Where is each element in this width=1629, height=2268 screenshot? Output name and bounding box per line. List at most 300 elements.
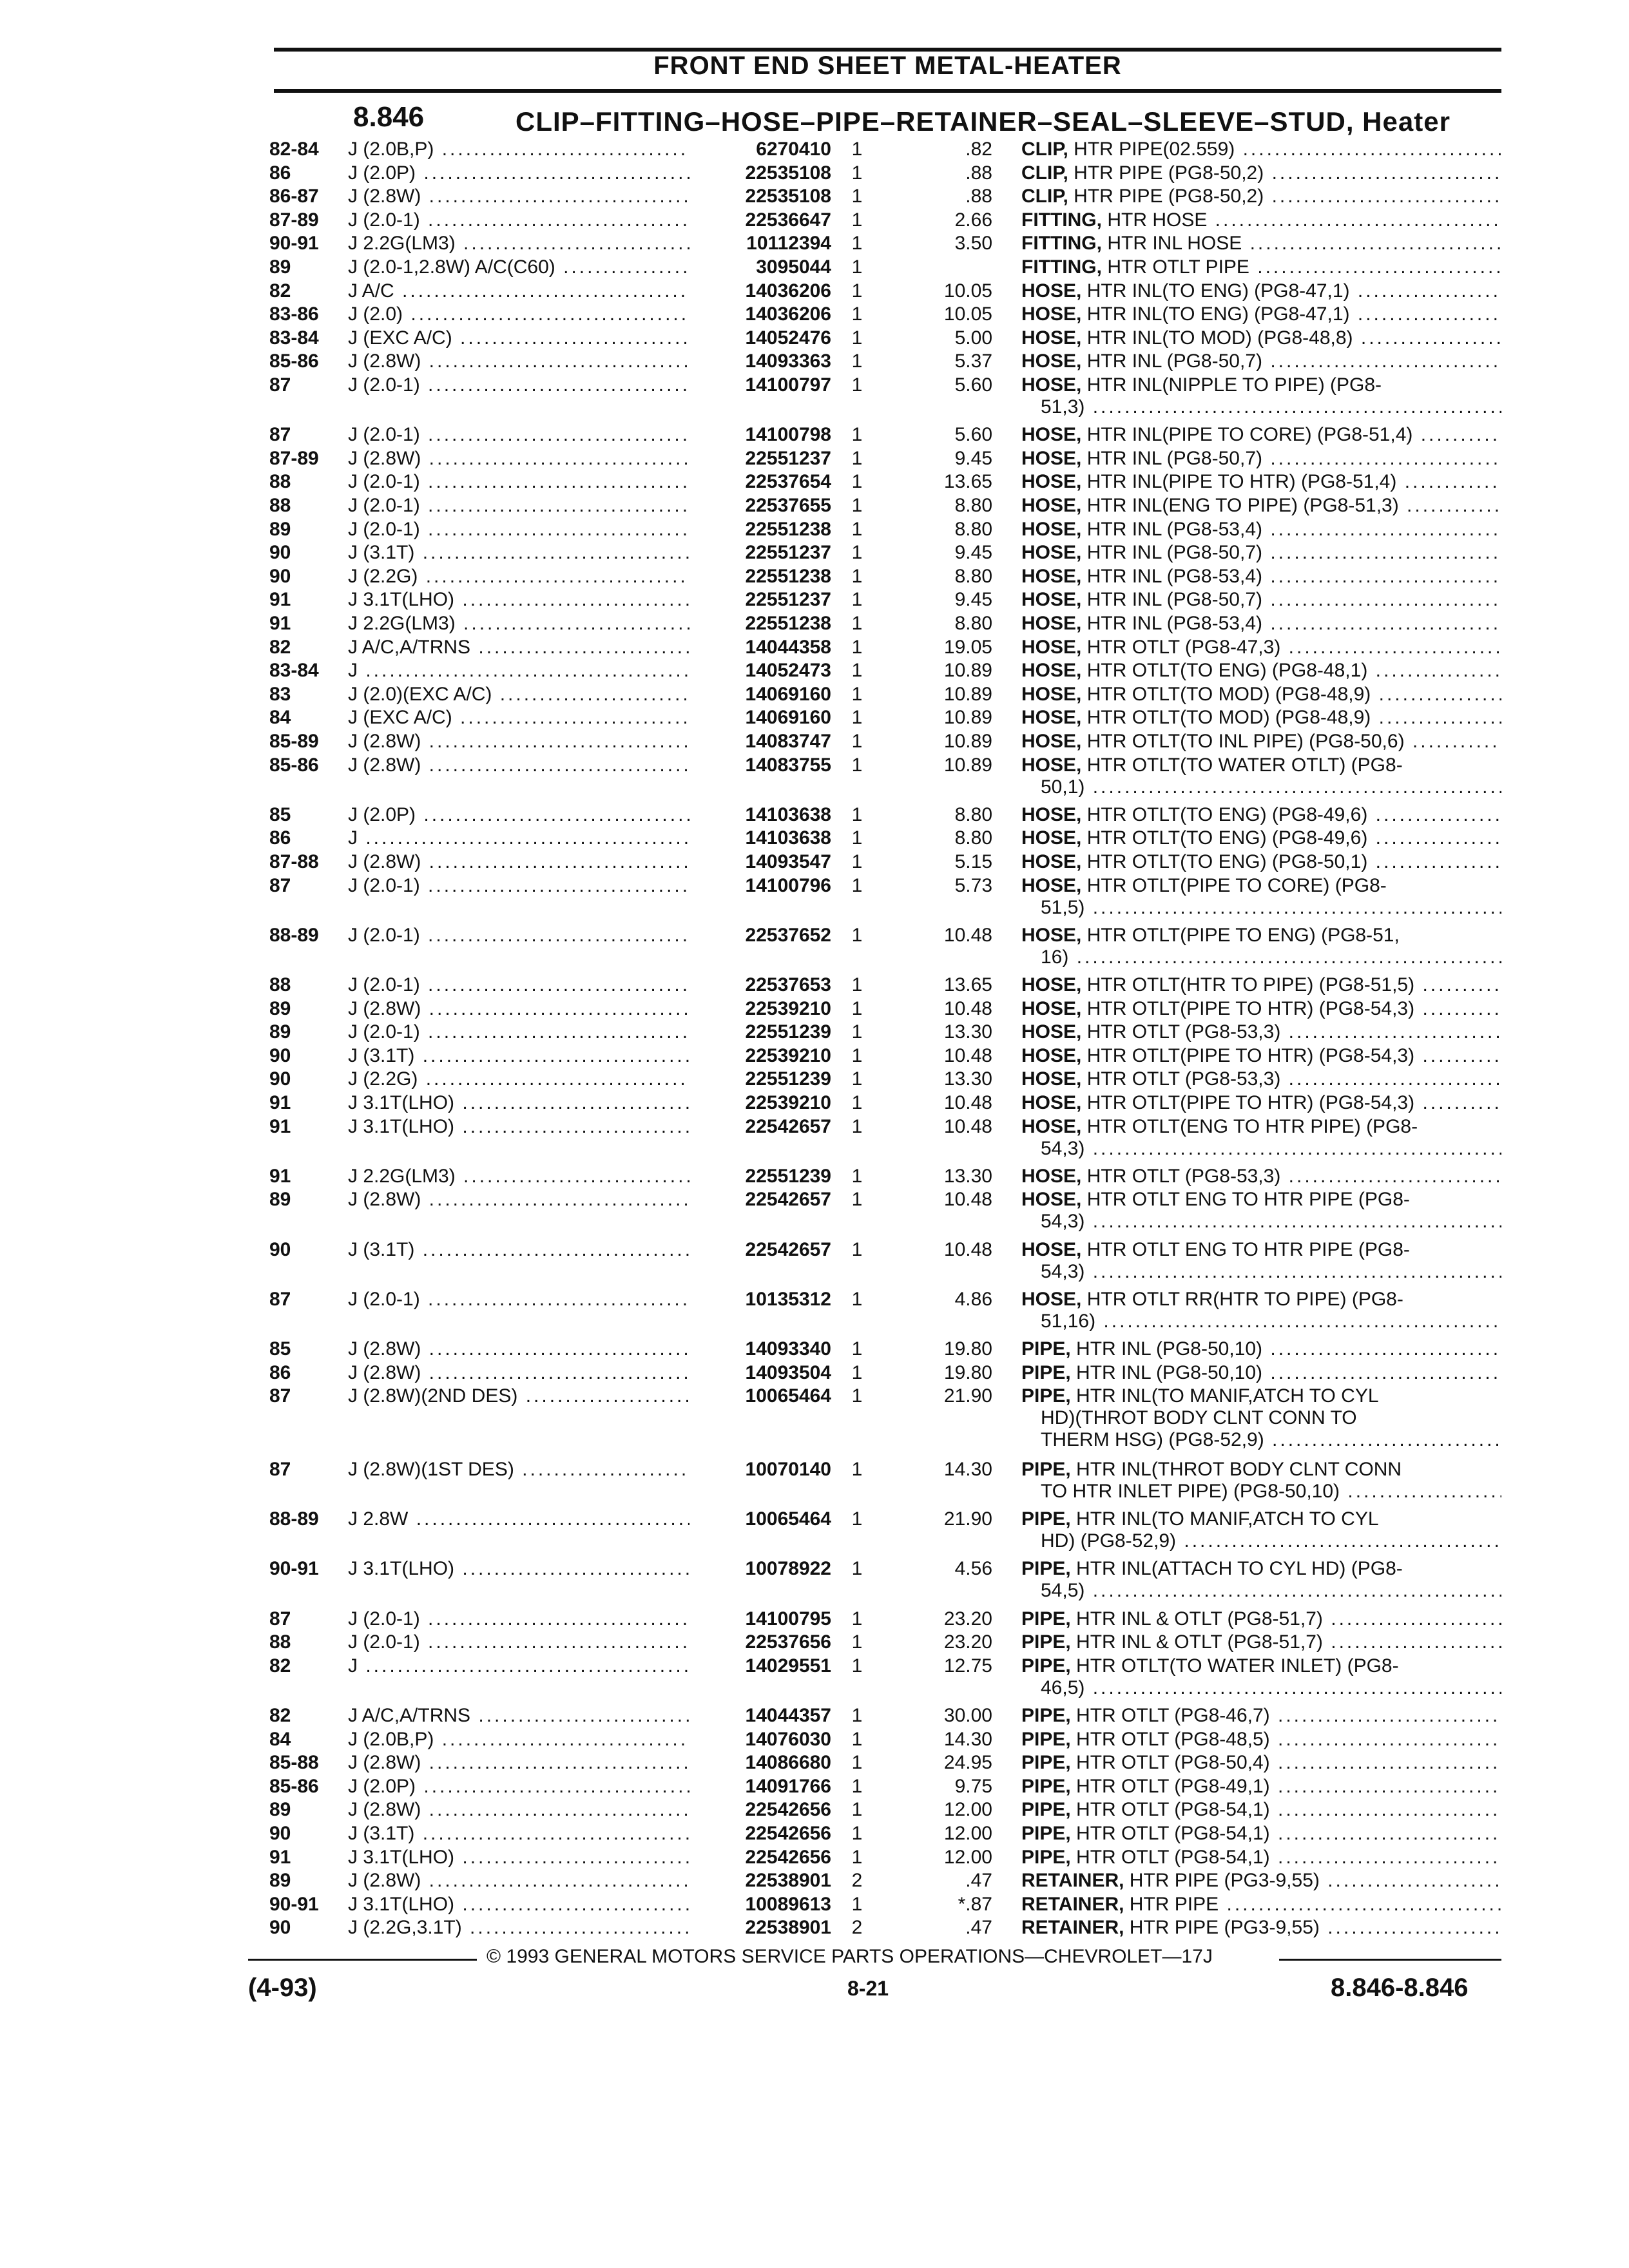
- application-desc: J (2.0) .....: [348, 303, 689, 325]
- quantity: 1: [851, 1631, 863, 1653]
- price: 23.20: [943, 1608, 992, 1629]
- price: 21.90: [943, 1508, 992, 1530]
- model-years: 88: [269, 974, 291, 995]
- model-years: 84: [269, 707, 291, 729]
- part-name: [1021, 1847, 1501, 1869]
- price: .88: [965, 162, 992, 184]
- part-name: [1021, 1045, 1501, 1067]
- price: 9.45: [954, 447, 992, 469]
- part-name-keyword: HOSE,: [1021, 565, 1082, 587]
- part-name: [1021, 327, 1501, 349]
- part-name-detail: HTR OTLT ENG TO HTR PIPE (PG8-: [1086, 1189, 1410, 1211]
- part-name-keyword: HOSE,: [1021, 997, 1082, 1019]
- footer-copyright: © 1993 GENERAL MOTORS SERVICE PARTS OPERATIONS—CHEVROLET—17J: [487, 1946, 1213, 1967]
- price: 5.00: [954, 327, 992, 349]
- application-desc: J (2.0-1) .....: [348, 495, 689, 517]
- quantity: 1: [851, 851, 863, 872]
- part-name-keyword: HOSE,: [1021, 636, 1082, 658]
- price: 19.80: [943, 1361, 992, 1383]
- price: 10.89: [943, 707, 992, 729]
- part-name: [1021, 162, 1501, 184]
- part-name: [1021, 209, 1501, 231]
- quantity: 1: [851, 1068, 863, 1090]
- price: 10.48: [943, 1115, 992, 1137]
- part-name: [1021, 1385, 1501, 1451]
- model-years: 91: [269, 1092, 291, 1113]
- application-desc: J (2.8W) .....: [348, 998, 689, 1020]
- part-name: [1021, 1362, 1501, 1384]
- part-name: [1021, 1917, 1501, 1939]
- part-name-continued: 54,3) .....: [1021, 1261, 1501, 1283]
- quantity: 1: [851, 1165, 863, 1187]
- application-desc: J (2.0-1) .....: [348, 209, 689, 231]
- part-number: 22551238: [745, 518, 831, 540]
- part-name-keyword: HOSE,: [1021, 707, 1082, 729]
- section-title: CLIP–FITTING–HOSE–PIPE–RETAINER–SEAL–SLEEVE–STUD, Heater: [516, 106, 1451, 137]
- part-name-detail: HTR INL(ENG TO PIPE) (PG8-51,3) .....: [1087, 495, 1501, 516]
- price: 13.65: [943, 471, 992, 493]
- price: 8.80: [954, 827, 992, 849]
- part-name-keyword: HOSE,: [1021, 731, 1082, 752]
- price: 9.45: [954, 542, 992, 564]
- model-years: 88: [269, 471, 291, 493]
- model-years: 87: [269, 374, 291, 396]
- quantity: 1: [851, 565, 863, 587]
- part-name-continued: 54,3) .....: [1021, 1211, 1501, 1233]
- model-years: 86: [269, 162, 291, 184]
- quantity: 1: [851, 424, 863, 446]
- quantity: 2: [851, 1870, 863, 1892]
- part-number: 22551238: [745, 565, 831, 587]
- part-name: [1021, 925, 1501, 968]
- quantity: 1: [851, 636, 863, 658]
- part-name-detail: HTR INL & OTLT (PG8-51,7) .....: [1076, 1608, 1501, 1629]
- model-years: 83-86: [269, 303, 319, 325]
- part-name-keyword: PIPE,: [1021, 1385, 1071, 1407]
- part-number: 14093340: [745, 1338, 831, 1360]
- part-name-keyword: HOSE,: [1021, 1165, 1082, 1187]
- part-name-detail: HTR INL(TO MANIF,ATCH TO CYL: [1076, 1508, 1379, 1530]
- part-name: [1021, 280, 1501, 302]
- price: 5.60: [954, 374, 992, 396]
- application-desc: J (2.8W) .....: [348, 351, 689, 372]
- application-desc: J 3.1T(LHO) .....: [348, 1847, 689, 1869]
- part-name-keyword: HOSE,: [1021, 495, 1082, 516]
- model-years: 90-91: [269, 233, 319, 255]
- part-name-keyword: HOSE,: [1021, 1021, 1082, 1043]
- quantity: 1: [851, 327, 863, 349]
- part-name-keyword: HOSE,: [1021, 471, 1082, 493]
- price: 12.00: [943, 1846, 992, 1868]
- model-years: 89: [269, 1870, 291, 1892]
- part-name-detail: HTR OTLT (PG8-53,3) .....: [1087, 1068, 1501, 1090]
- part-name: [1021, 1338, 1501, 1360]
- model-years: 91: [269, 1846, 291, 1868]
- application-desc: J (2.0B,P) .....: [348, 1729, 689, 1751]
- part-name: [1021, 351, 1501, 372]
- model-years: 86: [269, 1361, 291, 1383]
- part-number: 14029551: [745, 1655, 831, 1677]
- part-name-detail: HTR OTLT(TO ENG) (PG8-49,6) .....: [1087, 827, 1501, 849]
- part-number: 10135312: [745, 1288, 831, 1310]
- quantity: 1: [851, 1705, 863, 1726]
- part-name: [1021, 875, 1501, 919]
- quantity: 1: [851, 874, 863, 896]
- part-number: 3095044: [756, 256, 831, 278]
- part-name: [1021, 1558, 1501, 1602]
- quantity: 1: [851, 997, 863, 1019]
- quantity: 1: [851, 1823, 863, 1844]
- part-name: [1021, 303, 1501, 325]
- part-name: [1021, 1608, 1501, 1630]
- part-number: 14100796: [745, 874, 831, 896]
- part-name-keyword: PIPE,: [1021, 1846, 1071, 1868]
- price: 10.48: [943, 924, 992, 946]
- part-number: 22551239: [745, 1068, 831, 1090]
- part-name-continued: 50,1) .....: [1021, 776, 1501, 798]
- part-name-keyword: HOSE,: [1021, 613, 1082, 634]
- quantity: 1: [851, 139, 863, 160]
- part-name-detail: HTR INL(TO ENG) (PG8-47,1) .....: [1087, 280, 1501, 302]
- part-name-keyword: HOSE,: [1021, 303, 1082, 325]
- part-name: [1021, 684, 1501, 706]
- model-years: 83-84: [269, 660, 319, 682]
- part-name-detail: HTR OTLT (PG8-53,3) .....: [1087, 1166, 1501, 1187]
- application-desc: J (2.8W) .....: [348, 448, 689, 470]
- part-number: 22539210: [745, 1044, 831, 1066]
- part-name-detail: HTR INL (PG8-50,7) .....: [1087, 542, 1501, 563]
- model-years: 87: [269, 1385, 291, 1407]
- part-name: [1021, 731, 1501, 753]
- model-years: 91: [269, 589, 291, 611]
- quantity: 1: [851, 1092, 863, 1113]
- quantity: 1: [851, 707, 863, 729]
- price: 30.00: [943, 1705, 992, 1726]
- part-name: [1021, 186, 1501, 207]
- part-name: [1021, 448, 1501, 470]
- part-name-detail: HTR OTLT (PG8-46,7) .....: [1076, 1705, 1501, 1726]
- part-name-detail: HTR INL(TO MOD) (PG8-48,8) .....: [1087, 327, 1501, 349]
- price: 14.30: [943, 1728, 992, 1750]
- part-name-keyword: PIPE,: [1021, 1361, 1071, 1383]
- part-name: [1021, 1459, 1501, 1503]
- part-name: [1021, 374, 1501, 418]
- application-desc: J (2.0-1) .....: [348, 875, 689, 897]
- price: *.87: [958, 1893, 992, 1915]
- footer-section-ref: 8.846-8.846: [1331, 1974, 1469, 2002]
- model-years: 83: [269, 683, 291, 705]
- part-number: 22551238: [745, 613, 831, 634]
- part-name: [1021, 1655, 1501, 1699]
- part-name-detail: HTR PIPE (PG8-50,2) .....: [1074, 186, 1501, 207]
- price: 10.89: [943, 731, 992, 752]
- application-desc: J (2.0B,P) .....: [348, 139, 689, 160]
- price: 2.66: [954, 209, 992, 231]
- quantity: 1: [851, 280, 863, 302]
- model-years: 88: [269, 495, 291, 516]
- price: 10.48: [943, 1238, 992, 1260]
- part-name: [1021, 1870, 1501, 1892]
- part-number: 22537654: [745, 471, 831, 493]
- part-name-keyword: HOSE,: [1021, 1238, 1082, 1260]
- part-name: [1021, 1729, 1501, 1751]
- price: 19.80: [943, 1338, 992, 1360]
- part-name-detail: HTR INL(TO MANIF,ATCH TO CYL: [1076, 1385, 1379, 1407]
- part-name: [1021, 1799, 1501, 1821]
- part-number: 14093547: [745, 851, 831, 872]
- part-name: [1021, 1092, 1501, 1114]
- part-name-detail: HTR INL(NIPPLE TO PIPE) (PG8-: [1086, 374, 1382, 396]
- part-number: 14036206: [745, 303, 831, 325]
- application-desc: J (2.8W) .....: [348, 1362, 689, 1384]
- model-years: 85-88: [269, 1752, 319, 1774]
- quantity: 1: [851, 1728, 863, 1750]
- part-name: [1021, 542, 1501, 564]
- part-name: [1021, 139, 1501, 160]
- part-name-keyword: RETAINER,: [1021, 1870, 1124, 1892]
- price: .47: [965, 1917, 992, 1939]
- footer-rule-left: [248, 1959, 477, 1961]
- part-name-detail: HTR INL (PG8-50,10) .....: [1076, 1362, 1501, 1383]
- quantity: 1: [851, 613, 863, 634]
- price: 10.05: [943, 280, 992, 302]
- model-years: 87-89: [269, 209, 319, 231]
- header-rule-bottom: [274, 89, 1501, 93]
- quantity: 1: [851, 589, 863, 611]
- part-number: 22551237: [745, 447, 831, 469]
- model-years: 87-89: [269, 447, 319, 469]
- price: 19.05: [943, 636, 992, 658]
- part-number: 22538901: [745, 1870, 831, 1892]
- model-years: 89: [269, 1799, 291, 1821]
- part-name: [1021, 589, 1501, 611]
- application-desc: J A/C,A/TRNS .....: [348, 637, 689, 658]
- part-name: [1021, 754, 1501, 798]
- price: 8.80: [954, 613, 992, 634]
- part-name-keyword: PIPE,: [1021, 1705, 1071, 1726]
- model-years: 88-89: [269, 924, 319, 946]
- quantity: 1: [851, 1752, 863, 1774]
- part-number: 22551237: [745, 542, 831, 564]
- part-name-detail: HTR PIPE (PG3-9,55) .....: [1130, 1917, 1501, 1938]
- part-name-keyword: PIPE,: [1021, 1775, 1071, 1797]
- application-desc: J (2.0-1) .....: [348, 1608, 689, 1630]
- part-name-continued: TO HTR INLET PIPE) (PG8-50,10) .....: [1021, 1481, 1501, 1503]
- application-desc: J (2.8W) .....: [348, 1338, 689, 1360]
- quantity: 1: [851, 1893, 863, 1915]
- price: 9.45: [954, 589, 992, 611]
- part-name-detail: HTR HOSE .....: [1107, 209, 1501, 231]
- application-desc: J (3.1T) .....: [348, 542, 689, 564]
- model-years: 90: [269, 1823, 291, 1844]
- price: 5.73: [954, 874, 992, 896]
- part-name-keyword: PIPE,: [1021, 1459, 1071, 1480]
- price: 12.00: [943, 1799, 992, 1821]
- price: 5.60: [954, 424, 992, 446]
- application-desc: J (2.0P) .....: [348, 804, 689, 826]
- part-name-keyword: HOSE,: [1021, 1115, 1082, 1137]
- price: .82: [965, 139, 992, 160]
- quantity: 1: [851, 683, 863, 705]
- model-years: 82: [269, 1655, 291, 1677]
- part-number: 22551237: [745, 589, 831, 611]
- part-name-detail: HTR OTLT(TO INL PIPE) (PG8-50,6) .....: [1087, 731, 1501, 752]
- part-number: 10070140: [745, 1459, 831, 1480]
- part-name: [1021, 1021, 1501, 1043]
- model-years: 88-89: [269, 1508, 319, 1530]
- part-number: 22537653: [745, 974, 831, 995]
- price: 10.05: [943, 303, 992, 325]
- part-number: 22542657: [745, 1189, 831, 1211]
- quantity: 1: [851, 303, 863, 325]
- part-name: [1021, 1776, 1501, 1798]
- part-number: 14100797: [745, 374, 831, 396]
- part-number: 22551239: [745, 1165, 831, 1187]
- quantity: 1: [851, 1115, 863, 1137]
- part-name-detail: HTR OTLT (PG8-50,4) .....: [1076, 1752, 1501, 1773]
- part-name-detail: HTR OTLT(TO MOD) (PG8-48,9) .....: [1087, 684, 1501, 705]
- part-name-continued: 51,5) .....: [1021, 897, 1501, 919]
- model-years: 86: [269, 827, 291, 849]
- page-title: FRONT END SHEET METAL-HEATER: [653, 52, 1122, 80]
- part-name-keyword: PIPE,: [1021, 1655, 1071, 1677]
- part-number: 14091766: [745, 1775, 831, 1797]
- application-desc: J 2.2G(LM3) .....: [348, 1166, 689, 1187]
- application-desc: J (2.0P) .....: [348, 1776, 689, 1798]
- application-desc: J (2.8W) .....: [348, 754, 689, 776]
- part-name-keyword: HOSE,: [1021, 1044, 1082, 1066]
- part-name-detail: HTR INL (PG8-53,4) .....: [1087, 519, 1501, 540]
- model-years: 85: [269, 803, 291, 825]
- quantity: 1: [851, 924, 863, 946]
- part-name-continued: 46,5) .....: [1021, 1677, 1501, 1699]
- model-years: 82: [269, 1705, 291, 1726]
- application-desc: J (EXC A/C) .....: [348, 707, 689, 729]
- price: 10.48: [943, 1044, 992, 1066]
- price: 8.80: [954, 803, 992, 825]
- part-name: [1021, 660, 1501, 682]
- model-years: 90: [269, 1238, 291, 1260]
- part-number: 22536647: [745, 209, 831, 231]
- part-name-keyword: HOSE,: [1021, 851, 1082, 872]
- model-years: 85-89: [269, 731, 319, 752]
- quantity: 1: [851, 351, 863, 372]
- part-number: 22539210: [745, 997, 831, 1019]
- part-name: [1021, 1189, 1501, 1233]
- quantity: 1: [851, 1385, 863, 1407]
- application-desc: J (2.0-1) .....: [348, 424, 689, 446]
- part-name-continued: HD)(THROT BODY CLNT CONN TO THERM HSG) (PG8-52,9) .....: [1021, 1407, 1501, 1451]
- part-name-detail: HTR INL (PG8-53,4) .....: [1087, 566, 1501, 587]
- part-number: 22538901: [745, 1917, 831, 1939]
- part-name: [1021, 1116, 1501, 1160]
- quantity: 1: [851, 374, 863, 396]
- part-name-detail: HTR OTLT PIPE .....: [1107, 256, 1501, 278]
- application-desc: J (2.0P) .....: [348, 162, 689, 184]
- quantity: 1: [851, 1238, 863, 1260]
- quantity: 1: [851, 731, 863, 752]
- part-number: 6270410: [756, 139, 831, 160]
- part-name-keyword: HOSE,: [1021, 1189, 1082, 1211]
- part-name: [1021, 1894, 1501, 1916]
- part-name: [1021, 637, 1501, 658]
- application-desc: J (EXC A/C) .....: [348, 327, 689, 349]
- model-years: 91: [269, 1115, 291, 1137]
- part-number: 14076030: [745, 1728, 831, 1750]
- part-name: [1021, 1752, 1501, 1774]
- part-name-keyword: HOSE,: [1021, 1068, 1082, 1090]
- application-desc: J (2.8W)(1ST DES) .....: [348, 1459, 689, 1481]
- application-desc: J (2.8W) .....: [348, 731, 689, 753]
- application-desc: J (2.8W) .....: [348, 1799, 689, 1821]
- quantity: 1: [851, 542, 863, 564]
- model-years: 87: [269, 1459, 291, 1480]
- quantity: 1: [851, 209, 863, 231]
- quantity: 1: [851, 162, 863, 184]
- part-name-keyword: HOSE,: [1021, 424, 1082, 446]
- part-number: 14103638: [745, 827, 831, 849]
- part-name: [1021, 1631, 1501, 1653]
- model-years: 91: [269, 1165, 291, 1187]
- part-name-detail: HTR OTLT (PG8-48,5) .....: [1076, 1729, 1501, 1750]
- part-name-detail: HTR OTLT (PG8-54,1) .....: [1076, 1799, 1501, 1820]
- part-name-keyword: PIPE,: [1021, 1752, 1071, 1774]
- part-name-keyword: RETAINER,: [1021, 1917, 1124, 1939]
- part-name-detail: HTR PIPE (PG8-50,2) .....: [1074, 162, 1501, 184]
- part-number: 14069160: [745, 683, 831, 705]
- quantity: 1: [851, 471, 863, 493]
- model-years: 85-86: [269, 1775, 319, 1797]
- price: 13.30: [943, 1165, 992, 1187]
- part-name-keyword: HOSE,: [1021, 518, 1082, 540]
- part-name-keyword: HOSE,: [1021, 754, 1082, 776]
- part-name-keyword: CLIP,: [1021, 186, 1068, 207]
- application-desc: J 3.1T(LHO) .....: [348, 1894, 689, 1916]
- price: 14.30: [943, 1459, 992, 1480]
- model-years: 85-86: [269, 351, 319, 372]
- quantity: 1: [851, 1338, 863, 1360]
- application-desc: J A/C .....: [348, 280, 689, 302]
- part-name: [1021, 1289, 1501, 1332]
- part-name-keyword: PIPE,: [1021, 1631, 1071, 1653]
- application-desc: J 3.1T(LHO) .....: [348, 1116, 689, 1138]
- price: 12.75: [943, 1655, 992, 1677]
- part-name: [1021, 233, 1501, 255]
- part-name: [1021, 1166, 1501, 1187]
- part-number: 14069160: [745, 707, 831, 729]
- part-name-detail: HTR OTLT RR(HTR TO PIPE) (PG8-: [1086, 1288, 1403, 1310]
- model-years: 90-91: [269, 1893, 319, 1915]
- application-desc: J (2.0-1,2.8W) A/C(C60) .....: [348, 256, 689, 278]
- quantity: 1: [851, 1846, 863, 1868]
- price: 4.86: [954, 1288, 992, 1310]
- model-years: 84: [269, 1728, 291, 1750]
- application-desc: J (2.2G,3.1T) .....: [348, 1917, 689, 1939]
- application-desc: J (2.8W) .....: [348, 1752, 689, 1774]
- application-desc: J (3.1T) .....: [348, 1045, 689, 1067]
- application-desc: J (2.0-1) .....: [348, 1289, 689, 1311]
- model-years: 90: [269, 542, 291, 564]
- price: 10.89: [943, 754, 992, 776]
- quantity: 1: [851, 186, 863, 207]
- part-number: 22542657: [745, 1238, 831, 1260]
- model-years: 89: [269, 256, 291, 278]
- application-desc: J .....: [348, 660, 689, 682]
- part-number: 10112394: [746, 233, 831, 255]
- part-name-keyword: HOSE,: [1021, 327, 1082, 349]
- part-number: 14044357: [745, 1705, 831, 1726]
- part-name-detail: HTR OTLT(PIPE TO HTR) (PG8-54,3) .....: [1087, 1045, 1501, 1066]
